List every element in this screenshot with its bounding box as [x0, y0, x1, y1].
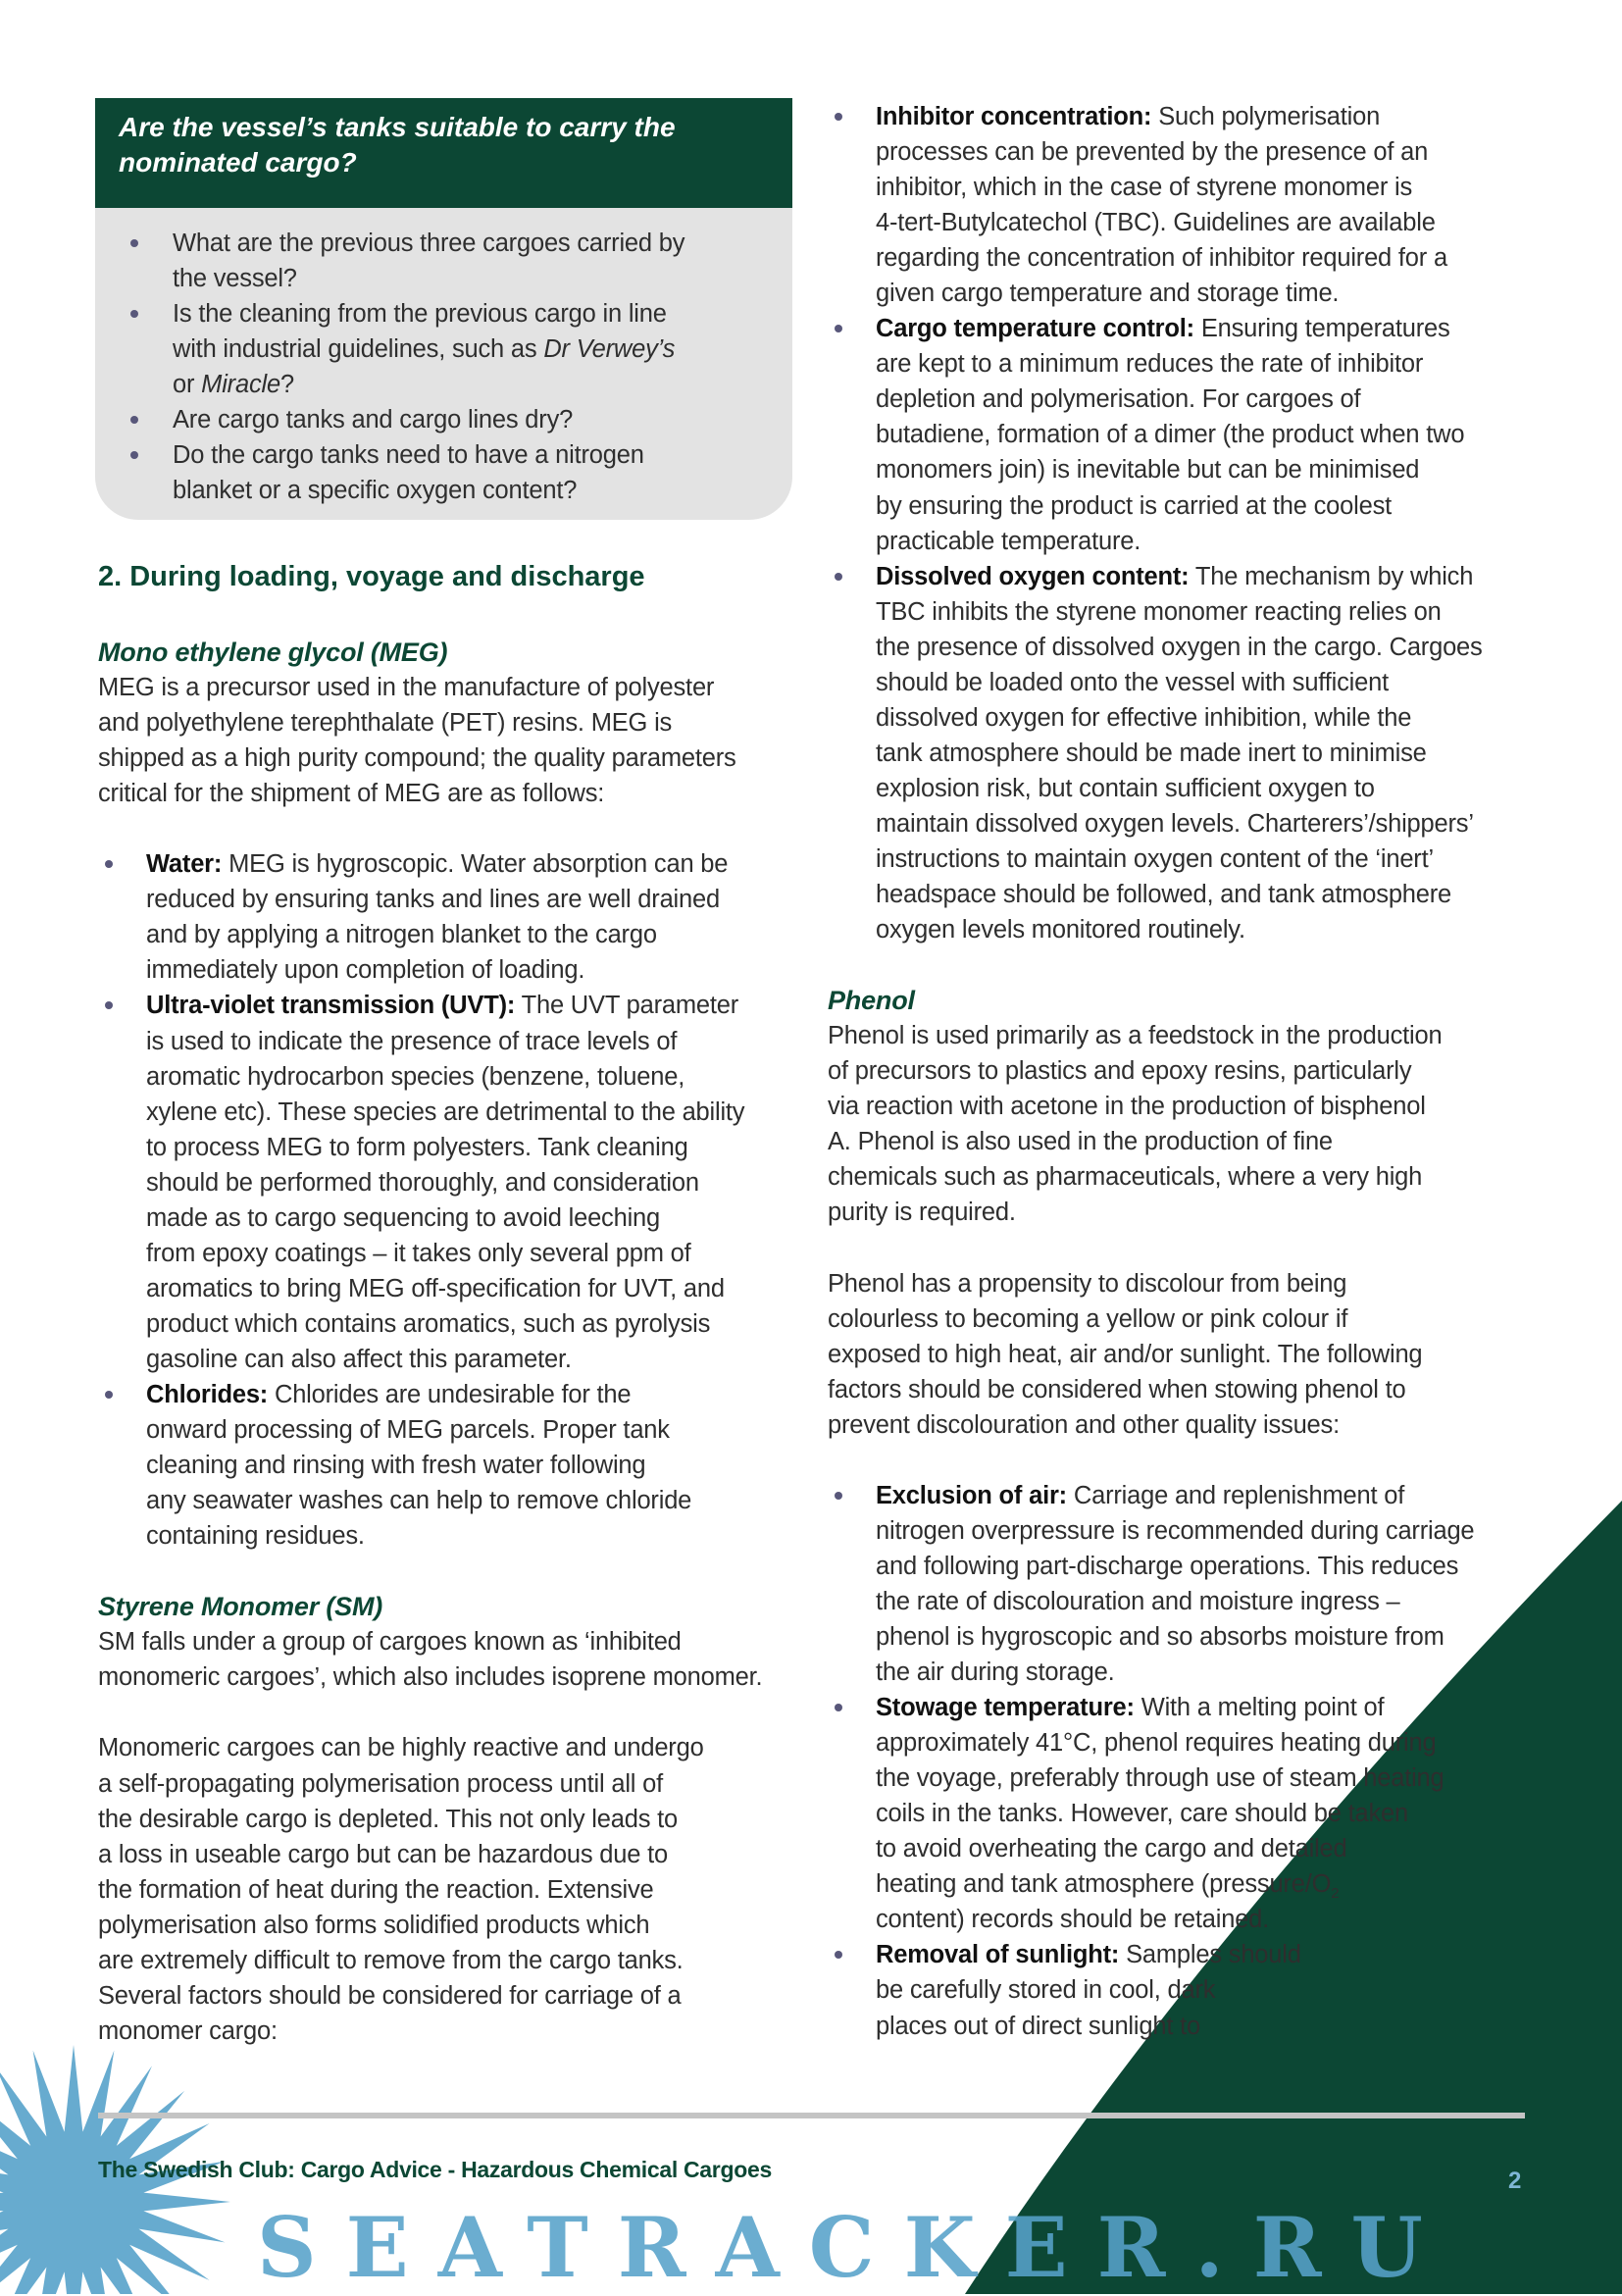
spacer: [828, 1443, 1483, 1478]
text-line: [828, 1089, 1483, 1124]
text-run: heating and tank atmosphere (pressure/O: [876, 1870, 1332, 1899]
text-run: purity is required.: [828, 1199, 1016, 1227]
text-run: any seawater washes can help to remove chloride: [146, 1487, 692, 1515]
text-run: shipped as a high purity compound; the quality parameters: [98, 744, 736, 773]
text-line: [876, 488, 1483, 524]
bullet-item: [828, 99, 1483, 311]
bullet-item: [98, 846, 762, 988]
text-run: content) records should be retained.: [876, 1906, 1270, 1934]
text-run: Monomeric cargoes can be highly reactive and undergo: [98, 1734, 704, 1762]
text-run: colourless to becoming a yellow or pink colour if: [828, 1304, 1348, 1333]
text-line: [876, 736, 1483, 771]
italic-run: Miracle: [201, 371, 280, 399]
text-line: [98, 1837, 762, 1872]
text-run: processes can be prevented by the presence of an: [876, 138, 1429, 167]
text-run: Do the cargo tanks need to have a nitrogen: [173, 441, 644, 470]
text-run: Phenol has a propensity to discolour from being: [828, 1269, 1347, 1298]
text-run: approximately 41°C, phenol requires heating during: [876, 1729, 1437, 1758]
text-run: via reaction with acetone in the production of bisphenol: [828, 1093, 1426, 1121]
text-run: dissolved oxygen for effective inhibition, while the: [876, 703, 1412, 732]
text-run: inhibitor, which in the case of styrene monomer is: [876, 174, 1413, 202]
text-run: aromatics to bring MEG off-specification for UVT, and: [146, 1274, 725, 1302]
text-line: [876, 1796, 1483, 1831]
text-line: [876, 1760, 1483, 1796]
text-run: practicable temperature.: [876, 527, 1141, 555]
text-line: [146, 1342, 762, 1377]
text-line: [146, 1236, 762, 1271]
text-line: [876, 1655, 1483, 1690]
text-line: [876, 1866, 1483, 1902]
text-run: monomeric cargoes’, which also includes isoprene monomer.: [98, 1663, 763, 1692]
text-run: a loss in useable cargo but can be hazardous due to: [98, 1840, 668, 1868]
text-line: [146, 917, 762, 952]
text-run: xylene etc). These species are detrimental to the ability: [146, 1097, 745, 1126]
text-line: [146, 1095, 762, 1130]
text-run: and by applying a nitrogen blanket to the cargo: [146, 921, 657, 949]
text-run: critical for the shipment of MEG are as follows:: [98, 780, 605, 808]
text-line: [173, 367, 684, 402]
text-run: the rate of discolouration and moisture ingress –: [876, 1587, 1400, 1615]
text-line: [173, 437, 684, 473]
text-run: exposed to high heat, air and/or sunlight. The following: [828, 1340, 1423, 1368]
paragraph: [98, 1730, 762, 2048]
text-run: Such polymerisation: [1151, 103, 1381, 130]
text-run: reduced by ensuring tanks and lines are well drained: [146, 886, 720, 914]
text-line: [876, 170, 1483, 205]
text-line: [98, 1802, 762, 1837]
text-line: [146, 988, 762, 1023]
text-line: [146, 882, 762, 917]
text-line: [146, 1412, 762, 1448]
text-run: monomer cargo:: [98, 2016, 278, 2045]
bold-lead: Removal of sunlight:: [876, 1941, 1120, 1969]
text-line: [876, 417, 1483, 452]
page-number: 2: [1508, 2168, 1522, 2194]
bullet-icon: [105, 1391, 113, 1399]
text-line: [98, 1730, 762, 1765]
text-line: [876, 134, 1483, 170]
text-run: given cargo temperature and storage time.: [876, 280, 1340, 308]
section-heading: 2. During loading, voyage and discharge: [98, 561, 645, 592]
subheading: Phenol: [828, 986, 915, 1016]
text-run: should be loaded onto the vessel with sufficient: [876, 668, 1389, 696]
bullet-item: [828, 1478, 1483, 1690]
text-line: [146, 1165, 762, 1200]
text-run: The mechanism by which: [1189, 562, 1474, 590]
text-line: [876, 382, 1483, 417]
bullet-icon: [130, 239, 138, 247]
text-line: [828, 1018, 1483, 1053]
text-line: [173, 402, 684, 437]
text-run: aromatic hydrocarbon species (benzene, toluene,: [146, 1062, 685, 1091]
text-run: regarding the concentration of inhibitor required for a: [876, 244, 1447, 273]
text-run: cleaning and rinsing with fresh water following: [146, 1452, 646, 1480]
text-run: with industrial guidelines, such as: [173, 335, 544, 364]
text-run: butadiene, formation of a dimer (the product when two: [876, 421, 1465, 449]
text-line: [876, 1513, 1483, 1549]
text-run: Samples should: [1119, 1941, 1301, 1969]
bullet-item: [95, 296, 684, 402]
text-run: immediately upon completion of loading.: [146, 956, 585, 985]
text-run: gasoline can also affect this parameter.: [146, 1345, 572, 1373]
text-line: [876, 559, 1483, 594]
bullet-item: [95, 402, 684, 437]
text-run: polymerisation also forms solidified products which: [98, 1911, 650, 1939]
bold-lead: Chlorides:: [146, 1380, 269, 1408]
text-run: headspace should be followed, and tank atmosphere: [876, 881, 1452, 909]
bullet-icon: [105, 1001, 113, 1009]
text-run: phenol is hygroscopic and so absorbs moisture from: [876, 1623, 1445, 1652]
footer-divider: [98, 2113, 1525, 2118]
bullet-item: [828, 311, 1483, 558]
text-run: maintain dissolved oxygen levels. Charterers’/shippers’: [876, 809, 1474, 838]
text-run: the presence of dissolved oxygen in the cargo. Cargoes: [876, 633, 1483, 661]
bold-lead: Ultra-violet transmission (UVT):: [146, 992, 516, 1020]
text-run: onward processing of MEG parcels. Proper tank: [146, 1416, 670, 1445]
checklist-box: [95, 98, 792, 520]
text-run: a self-propagating polymerisation process until all of: [98, 1769, 664, 1798]
text-line: [146, 1200, 762, 1236]
text-run: the voyage, preferably through use of steam heating: [876, 1764, 1445, 1793]
text-line: [146, 1483, 762, 1518]
text-run: prevent discolouration and other quality issues:: [828, 1410, 1340, 1439]
text-run: of precursors to plastics and epoxy resins, particularly: [828, 1057, 1412, 1086]
text-line: [876, 1902, 1483, 1937]
text-run: Are cargo tanks and cargo lines dry?: [173, 406, 574, 434]
text-run: The UVT parameter: [515, 992, 739, 1020]
text-line: [876, 665, 1483, 700]
text-run: the formation of heat during the reaction. Extensive: [98, 1875, 654, 1904]
text-line: [876, 452, 1483, 487]
text-run: coils in the tanks. However, care should be taken: [876, 1800, 1409, 1828]
bold-lead: Exclusion of air:: [876, 1481, 1067, 1509]
text-line: [146, 1448, 762, 1483]
text-line: [876, 1972, 1483, 2008]
text-line: [876, 877, 1483, 912]
bullet-icon: [835, 1704, 842, 1711]
text-run: are kept to a minimum reduces the rate of inhibitor: [876, 350, 1424, 379]
text-run: and polyethylene terephthalate (PET) resins. MEG is: [98, 709, 673, 738]
bullet-item: [95, 226, 684, 296]
text-run: blanket or a specific oxygen content?: [173, 477, 578, 505]
paragraph: [828, 1266, 1483, 1443]
text-line: [876, 240, 1483, 276]
bullet-item: [828, 1690, 1483, 1937]
text-run: is used to indicate the presence of trace levels of: [146, 1027, 678, 1055]
subscript: 2: [1331, 1885, 1340, 1903]
text-line: [173, 332, 684, 367]
text-run: nitrogen overpressure is recommended during carriage: [876, 1516, 1475, 1545]
text-line: [98, 670, 762, 705]
spacer: [98, 1554, 762, 1589]
text-run: A. Phenol is also used in the production of fine: [828, 1128, 1333, 1156]
spacer: [828, 1231, 1483, 1266]
paragraph: [98, 1624, 762, 1695]
text-run: factors should be considered when stowing phenol to: [828, 1375, 1406, 1403]
text-run: oxygen levels monitored routinely.: [876, 916, 1245, 944]
bold-lead: Stowage temperature:: [876, 1694, 1135, 1722]
text-line: [876, 806, 1483, 842]
text-line: [98, 1908, 762, 1943]
text-run: Is the cleaning from the previous cargo in line: [173, 300, 667, 329]
text-run: be carefully stored in cool, dark: [876, 1976, 1216, 2005]
text-line: [146, 1377, 762, 1412]
text-line: [876, 842, 1483, 877]
checklist-items: [95, 226, 684, 508]
text-run: depletion and polymerisation. For cargoes of: [876, 385, 1361, 414]
text-line: [828, 1407, 1483, 1443]
text-run: to avoid overheating the cargo and detailed: [876, 1835, 1347, 1863]
text-line: [876, 276, 1483, 311]
text-line: [876, 99, 1483, 134]
text-line: [146, 1059, 762, 1095]
bullet-icon: [835, 1492, 842, 1500]
text-line: [828, 1372, 1483, 1407]
text-line: [876, 912, 1483, 947]
bullet-icon: [835, 573, 842, 581]
text-line: [146, 1024, 762, 1059]
checklist-title: [95, 98, 792, 208]
subheading: Mono ethylene glycol (MEG): [98, 638, 448, 667]
text-line: [146, 1130, 762, 1165]
right-column: [828, 99, 1483, 2044]
text-line: [98, 1766, 762, 1802]
text-line: [876, 1831, 1483, 1866]
text-line: [828, 1337, 1483, 1372]
text-run: should be performed thoroughly, and consideration: [146, 1168, 699, 1197]
bullet-item: [98, 988, 762, 1377]
bold-lead: Water:: [146, 850, 223, 879]
subheading: Styrene Monomer (SM): [98, 1592, 383, 1622]
text-run: made as to cargo sequencing to avoid leeching: [146, 1203, 661, 1232]
bold-lead: Cargo temperature control:: [876, 315, 1194, 343]
text-run: explosion risk, but contain sufficient oxygen to: [876, 774, 1375, 802]
bullet-icon: [130, 416, 138, 424]
text-line: [146, 1306, 762, 1342]
text-line: [98, 705, 762, 740]
text-run: by ensuring the product is carried at the coolest: [876, 491, 1392, 520]
text-line: [828, 1301, 1483, 1337]
bold-lead: Dissolved oxygen content:: [876, 562, 1190, 590]
text-line: [98, 740, 762, 776]
bullet-icon: [130, 310, 138, 318]
text-run: the vessel?: [173, 265, 297, 293]
text-line: [876, 1690, 1483, 1725]
text-line: [173, 296, 684, 332]
bullet-icon: [835, 1951, 842, 1959]
text-line: [876, 2009, 1483, 2044]
text-line: [876, 594, 1483, 630]
text-line: [828, 1266, 1483, 1301]
text-run: Ensuring temperatures: [1193, 315, 1450, 343]
text-line: [876, 771, 1483, 806]
text-run: Several factors should be considered for carriage of a: [98, 1981, 682, 2010]
text-run: product which contains aromatics, such as pyrolysis: [146, 1309, 711, 1338]
bold-lead: Inhibitor concentration:: [876, 103, 1152, 130]
text-run: from epoxy coatings – it takes only several ppm of: [146, 1239, 691, 1267]
text-line: [876, 1619, 1483, 1655]
checklist-title-line: Are the vessel’s tanks suitable to carry the: [119, 112, 676, 142]
paragraph: [98, 670, 762, 811]
text-line: [828, 1124, 1483, 1159]
text-run: to process MEG to form polyesters. Tank cleaning: [146, 1133, 688, 1161]
text-line: [876, 205, 1483, 240]
bullet-icon: [105, 860, 113, 868]
watermark-text: SEATRACKER.RU: [257, 2199, 1452, 2296]
text-line: [146, 952, 762, 988]
text-run: or: [173, 371, 202, 399]
text-run: and following part-discharge operations. This reduces: [876, 1552, 1459, 1580]
text-run: Carriage and replenishment of: [1066, 1481, 1405, 1509]
text-line: [828, 1053, 1483, 1089]
text-line: [146, 846, 762, 882]
text-line: [98, 776, 762, 811]
text-line: [876, 1725, 1483, 1760]
text-run: What are the previous three cargoes carried by: [173, 230, 685, 257]
text-run: Chlorides are undesirable for the: [268, 1380, 632, 1408]
text-line: [876, 311, 1483, 346]
text-run: MEG is hygroscopic. Water absorption can be: [222, 850, 729, 879]
text-line: [876, 1584, 1483, 1619]
text-line: [876, 1549, 1483, 1584]
text-run: the air during storage.: [876, 1658, 1115, 1687]
bullet-item: [828, 1937, 1483, 2043]
text-line: [146, 1271, 762, 1306]
text-line: [876, 1937, 1483, 1972]
italic-run: Dr Verwey’s: [543, 335, 676, 364]
text-line: [98, 1624, 762, 1659]
text-line: [876, 700, 1483, 736]
footer-title: The Swedish Club: Cargo Advice - Hazardous Chemical Cargoes: [98, 2157, 772, 2182]
text-line: [98, 1978, 762, 2014]
text-line: [146, 1518, 762, 1554]
text-run: SM falls under a group of cargoes known as ‘inhibited: [98, 1628, 682, 1657]
text-run: instructions to maintain oxygen content of the ‘inert’: [876, 844, 1434, 873]
text-run: containing residues.: [146, 1522, 365, 1551]
bullet-item: [95, 437, 684, 508]
text-line: [98, 1943, 762, 1978]
text-run: Phenol is used primarily as a feedstock in the production: [828, 1022, 1443, 1050]
left-column: [98, 635, 762, 2049]
text-line: [828, 1195, 1483, 1230]
text-run: chemicals such as pharmaceuticals, where a very high: [828, 1163, 1423, 1192]
text-line: [173, 226, 684, 261]
text-line: [876, 630, 1483, 665]
bullet-icon: [835, 113, 842, 121]
text-run: MEG is a precursor used in the manufacture of polyester: [98, 674, 715, 702]
text-line: [876, 346, 1483, 382]
text-run: are extremely difficult to remove from the cargo tanks.: [98, 1946, 684, 1974]
text-run: the desirable cargo is depleted. This not only leads to: [98, 1805, 678, 1833]
text-line: [173, 473, 684, 508]
bullet-item: [828, 559, 1483, 948]
text-line: [173, 261, 684, 296]
text-line: [98, 1659, 762, 1695]
text-run: tank atmosphere should be made inert to minimise: [876, 739, 1427, 767]
text-line: [876, 524, 1483, 559]
spacer: [98, 811, 762, 846]
text-run: TBC inhibits the styrene monomer reacting relies on: [876, 597, 1442, 626]
text-run: With a melting point of: [1134, 1694, 1385, 1722]
text-run: 4-tert-Butylcatechol (TBC). Guidelines are available: [876, 209, 1436, 237]
checklist-title-line: nominated cargo?: [119, 147, 357, 178]
spacer: [828, 947, 1483, 983]
text-run: monomers join) is inevitable but can be minimised: [876, 456, 1420, 485]
text-run: ?: [279, 371, 294, 399]
text-line: [828, 1159, 1483, 1195]
text-run: places out of direct sunlight to: [876, 2012, 1200, 2040]
spacer: [98, 1695, 762, 1730]
paragraph: [828, 1018, 1483, 1230]
text-line: [98, 1872, 762, 1908]
bullet-icon: [130, 451, 138, 459]
bullet-item: [98, 1377, 762, 1554]
bullet-icon: [835, 325, 842, 332]
text-line: [876, 1478, 1483, 1513]
